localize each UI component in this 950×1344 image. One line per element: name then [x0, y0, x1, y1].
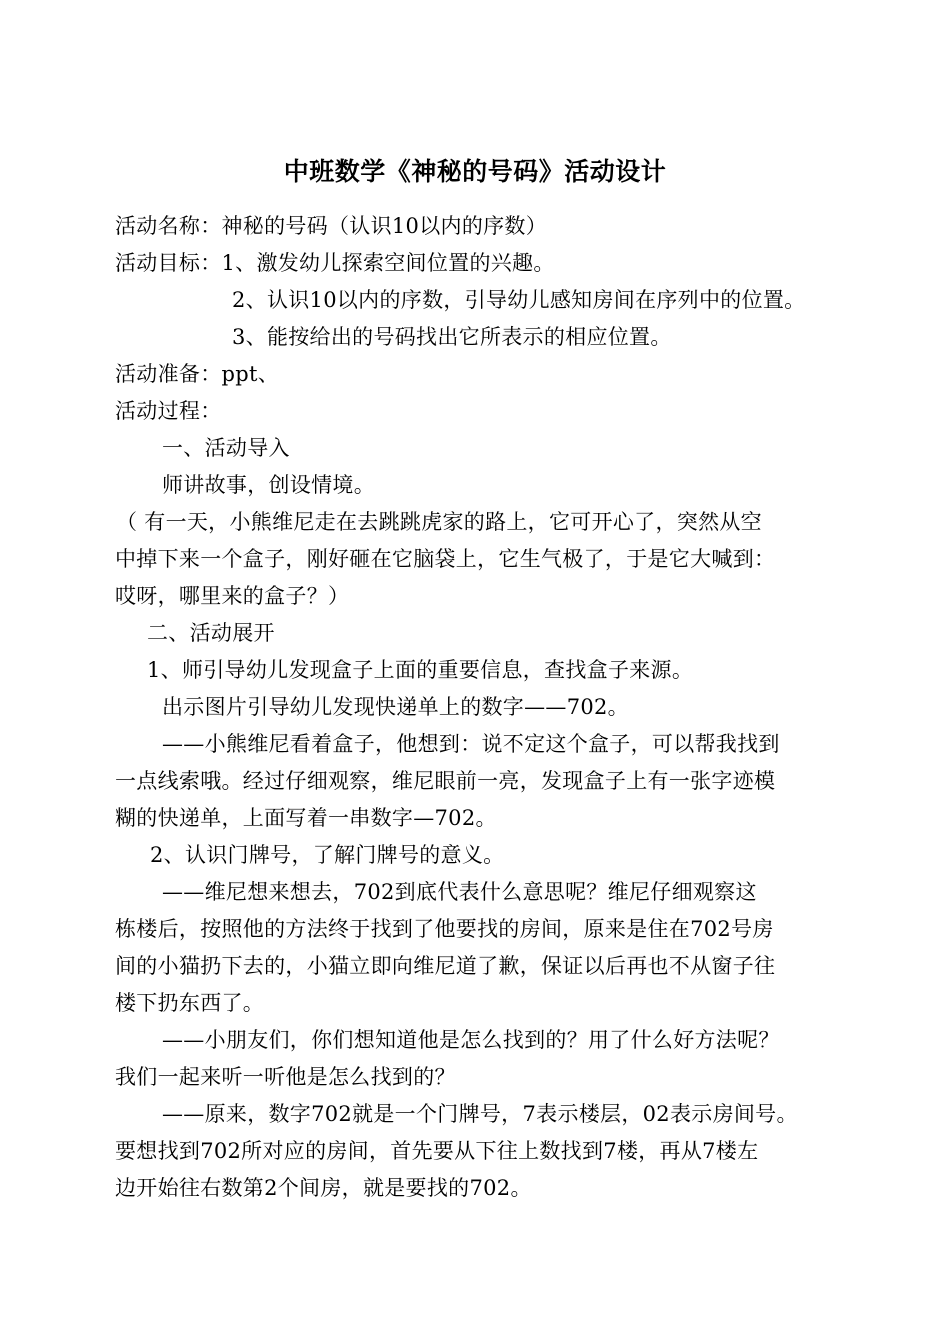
paragraph-line: 栋楼后，按照他的方法终于找到了他要找的房间，原来是住在702号房 — [115, 917, 774, 941]
paragraph-line: 间的小猫扔下去的，小猫立即向维尼道了歉，保证以后再也不从窗子往 — [115, 954, 776, 978]
activity-name-line: 活动名称：神秘的号码（认识10以内的序数） — [115, 214, 548, 238]
paragraph-line: ——小朋友们，你们想知道他是怎么找到的？用了什么好方法呢？ — [162, 1028, 780, 1052]
activity-process-line: 活动过程： — [115, 399, 222, 423]
paragraph-line: 中掉下来一个盒子，刚好砸在它脑袋上，它生气极了，于是它大喊到： — [115, 547, 776, 571]
paragraph-line: 糊的快递单，上面写着一串数字—702。 — [115, 806, 497, 830]
paragraph-line: ——维尼想来想去，702到底代表什么意思呢？维尼仔细观察这 — [162, 880, 757, 904]
activity-preparation-line: 活动准备：ppt、 — [115, 362, 280, 386]
paragraph-line: 哎呀，哪里来的盒子？） — [115, 584, 350, 608]
section-heading-develop: 二、活动展开 — [147, 621, 275, 645]
document-title: 中班数学《神秘的号码》活动设计 — [283, 157, 667, 186]
paragraph-line: 我们一起来听一听他是怎么找到的？ — [115, 1065, 456, 1089]
paragraph-line: 师讲故事，创设情境。 — [162, 473, 375, 497]
paragraph-line: 一点线索哦。经过仔细观察，维尼眼前一亮，发现盒子上有一张字迹模 — [115, 769, 776, 793]
paragraph-line: 要想找到702所对应的房间，首先要从下往上数找到7楼，再从7楼左 — [115, 1139, 759, 1163]
section-heading-intro: 一、活动导入 — [162, 436, 290, 460]
activity-goal-line: 活动目标：1、激发幼儿探索空间位置的兴趣。 — [115, 251, 555, 275]
paragraph-line: 楼下扔东西了。 — [115, 991, 265, 1015]
paragraph-line: （ 有一天，小熊维尼走在去跳跳虎家的路上，它可开心了，突然从空 — [116, 510, 762, 534]
paragraph-line: ——原来，数字702就是一个门牌号，7表示楼层，02表示房间号。 — [162, 1102, 798, 1126]
goal-item-2: 2、认识10以内的序数，引导幼儿感知房间在序列中的位置。 — [232, 288, 806, 312]
paragraph-line: 边开始往右数第2个间房，就是要找的702。 — [115, 1176, 532, 1200]
paragraph-line: 出示图片引导幼儿发现快递单上的数字——702。 — [162, 695, 629, 719]
paragraph-line: 2、认识门牌号，了解门牌号的意义。 — [150, 843, 505, 867]
paragraph-line: 1、师引导幼儿发现盒子上面的重要信息，查找盒子来源。 — [147, 658, 694, 682]
goal-item-3: 3、能按给出的号码找出它所表示的相应位置。 — [232, 325, 672, 349]
paragraph-line: ——小熊维尼看着盒子，他想到：说不定这个盒子，可以帮我找到 — [162, 732, 780, 756]
